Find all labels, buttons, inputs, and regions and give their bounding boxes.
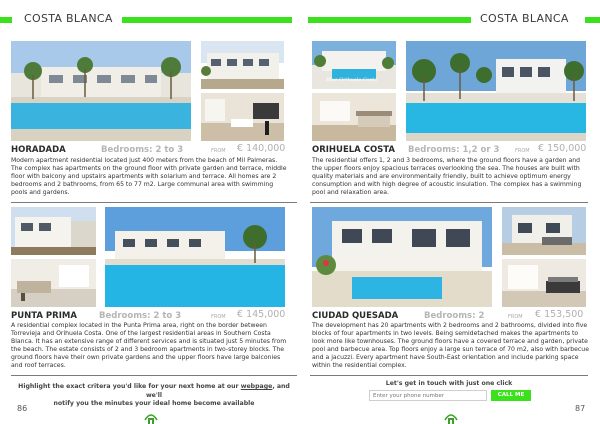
page-number-right: 87	[575, 404, 586, 413]
price-from-label: FROM	[211, 314, 226, 320]
orihuela-title-row	[312, 144, 586, 156]
property-price: € 140,000	[237, 143, 286, 154]
property-price: € 153,500	[535, 309, 584, 320]
footer-line1-suffix: , and we'll	[145, 383, 290, 399]
property-description: The residential offers 1, 2 and 3 bedrooms, where the ground floors have a garden and the upper floors enjoy spacious terraces overlooking the sea. The houses are built with quality materials and are environmentally friendly, built to achieve optimum energy consumption and with high degree of acoustic insulation. The complex has a swimming pool and relaxation area.	[312, 157, 582, 196]
section-divider	[310, 202, 588, 203]
webpage-link[interactable]: webpage	[240, 383, 273, 390]
header-title-right: COSTA BLANCA	[476, 12, 573, 26]
orihuela-interior-photo	[312, 93, 396, 141]
orihuela-aerial-photo	[312, 41, 396, 89]
footer-divider-right	[310, 375, 588, 376]
property-bedrooms: Bedrooms: 1,2 or 3	[408, 145, 500, 155]
horadada-exterior-photo	[201, 41, 284, 89]
header-bar-left-short	[0, 17, 12, 23]
call-me-button[interactable]: CALL ME	[491, 390, 531, 401]
price-from-label: FROM	[508, 314, 523, 320]
section-divider	[11, 202, 297, 203]
property-bedrooms: Bedrooms: 2	[424, 311, 485, 321]
property-bedrooms: Bedrooms: 2 to 3	[99, 311, 182, 321]
property-description: The development has 20 apartments with 2 bedrooms and 2 bathrooms, divided into five blocks of four apartments in two levels. Being semidetached makes the apartments to look more like townhouses. The ground floors have a covered terrace and garden, private pool and barbecue area. Top floors enjoy a large sun terrace of 70 m2, also with barbecue and a jacuzzi. Every apartment have South-East orientation and include parking space within the residential complex.	[312, 322, 589, 369]
phone-number-input[interactable]	[369, 390, 487, 401]
price-from-label: FROM	[211, 148, 226, 154]
property-bedrooms: Bedrooms: 2 to 3	[101, 145, 184, 155]
header-bar-right-long	[308, 17, 471, 23]
price-from-label: FROM	[515, 148, 530, 154]
ciudad-quesada-title-row	[312, 310, 586, 322]
photo-caption: Blue Orihuela Costa	[326, 77, 378, 83]
property-price: € 145,000	[237, 309, 286, 320]
ciudad-quesada-main-photo	[312, 207, 492, 307]
property-name: HORADADA	[11, 145, 66, 155]
page-number-left: 86	[17, 404, 28, 413]
property-name: ORIHUELA COSTA	[312, 145, 396, 155]
footer-left-text	[11, 383, 297, 409]
footer-right-heading: Let's get in touch with just one click	[385, 380, 513, 387]
header-bar-left-long	[122, 17, 292, 23]
brand-logo-icon	[144, 411, 158, 424]
property-description: A residential complex located in the Punta Prima area, right on the border between Torrevieja and Orihuela Costa. One of the largest residential areas in Southern Costa Blanca. It has an extensive range of different services and is situated just 5 minutes from the beach. The estate consists of 2 and 3 bedroom apartments in two-storey blocks. The ground floors have their own private gardens and the upper floors have large balconies and roof terraces.	[11, 322, 287, 369]
footer-line1-prefix: Highlight the exact critera you'd like for your next home at our	[18, 383, 239, 390]
punta-prima-title-row	[11, 310, 285, 322]
orihuela-main-photo	[406, 41, 586, 141]
horadada-main-photo	[11, 41, 191, 141]
punta-prima-interior-photo	[11, 259, 96, 307]
footer-divider-left	[11, 375, 297, 376]
property-price: € 150,000	[538, 143, 587, 154]
brand-logo-icon	[444, 411, 458, 424]
property-description: Modern apartment residential located just 400 meters from the beach of Mil Palmeras. The complex has apartments on the ground floor with private garden and terrace, middle floor with balcony and upstairs apartments with solarium and terrace. All homes are 2 bedrooms and 2 bathrooms, from 65 to 77 m2. Large communal area with swimming pools and gardens.	[11, 157, 287, 196]
property-name: PUNTA PRIMA	[11, 311, 77, 321]
header-bar-right-short	[585, 17, 600, 23]
header-title-left: COSTA BLANCA	[20, 12, 117, 26]
ciudad-quesada-exterior-photo	[502, 207, 586, 255]
punta-prima-exterior-photo	[11, 207, 96, 255]
horadada-interior-photo	[201, 93, 284, 141]
ciudad-quesada-interior-photo	[502, 259, 586, 307]
property-name: CIUDAD QUESADA	[312, 311, 399, 321]
punta-prima-main-photo	[105, 207, 285, 307]
horadada-title-row	[11, 144, 285, 156]
footer-line2: notify you the minutes your ideal home become available	[53, 400, 255, 407]
